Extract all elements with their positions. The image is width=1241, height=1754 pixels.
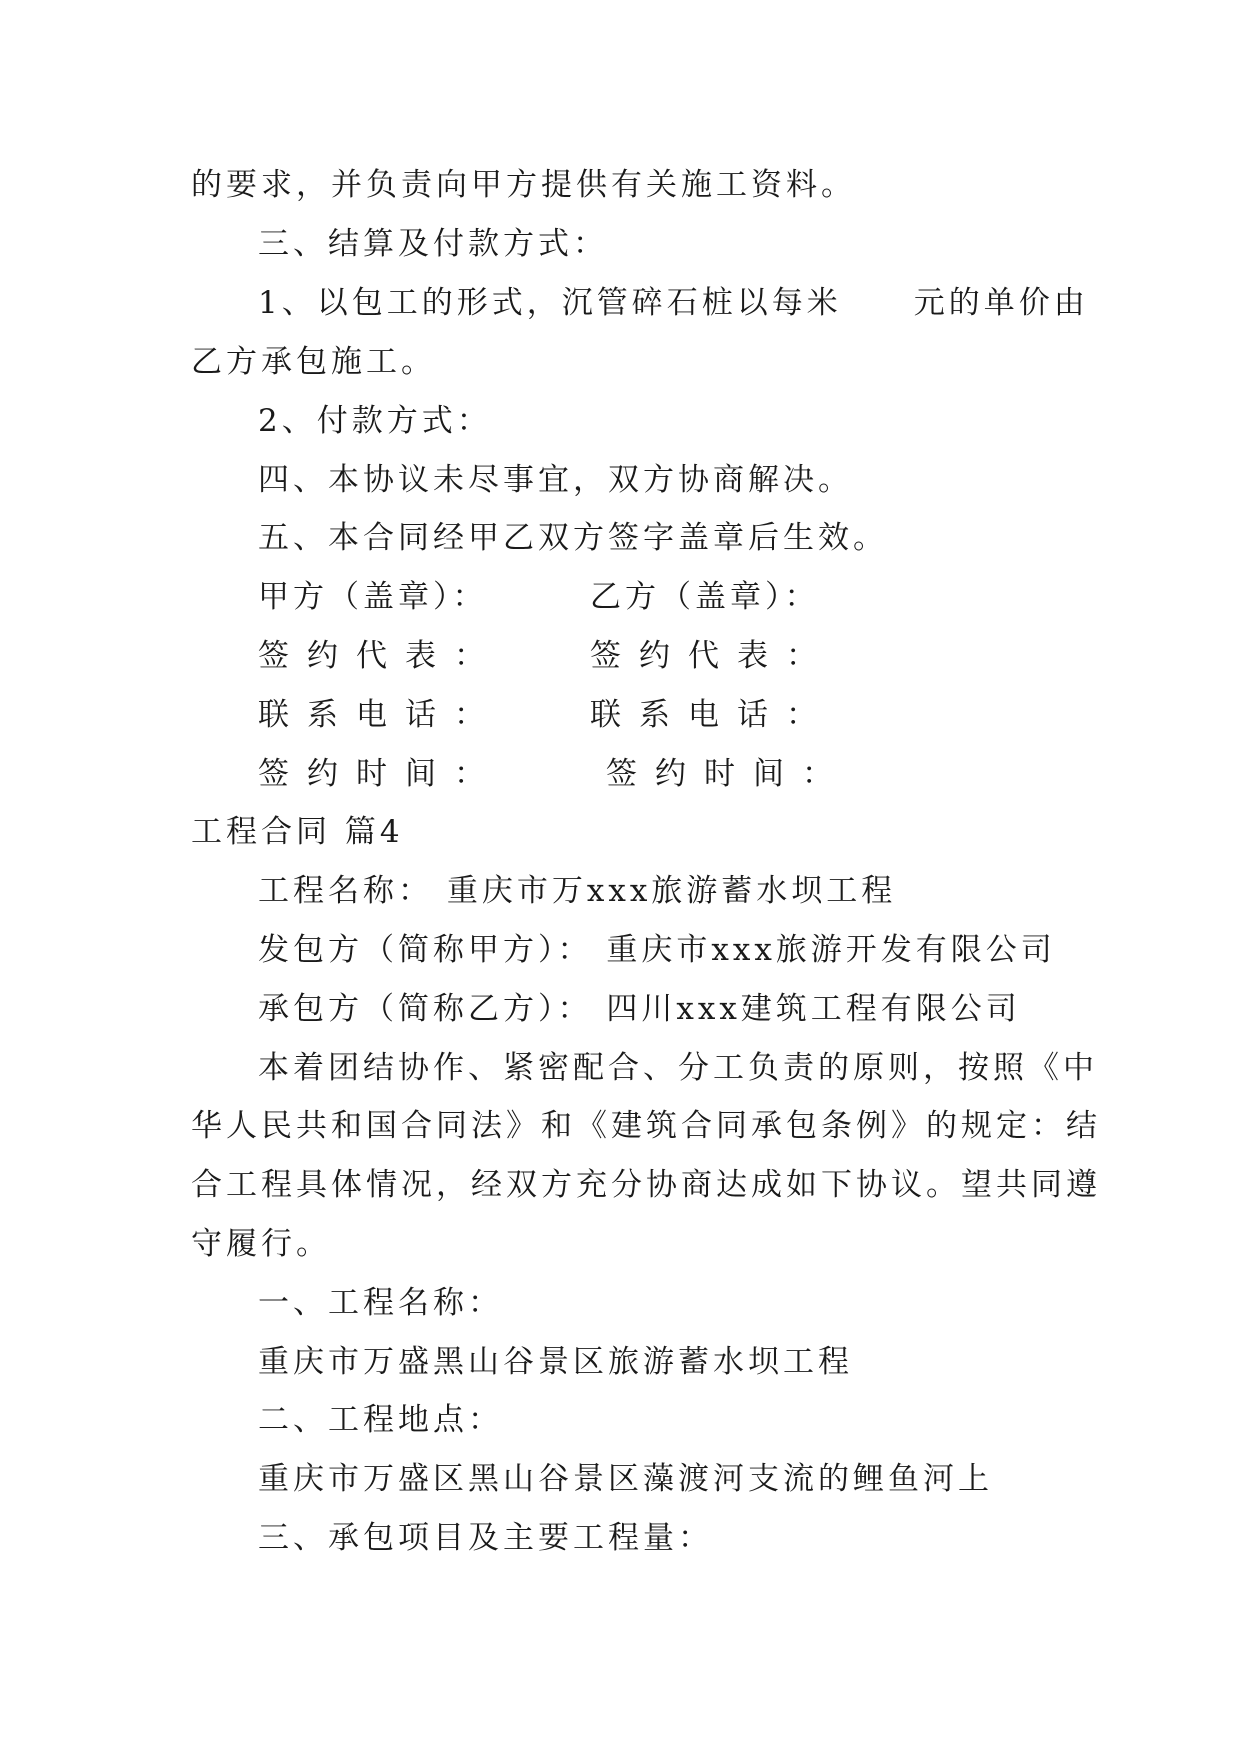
- party-a-phone-label: 联系电话：: [258, 697, 503, 733]
- section-heading-settlement: 三、结算及付款方式：: [258, 226, 608, 262]
- text-line: [258, 283, 1089, 323]
- employer-line: 发包方（简称甲方）： 重庆市xxx旅游开发有限公司: [258, 932, 1056, 968]
- section-heading-project-name: 一、工程名称：: [258, 1285, 503, 1321]
- contractor-line: 承包方（简称乙方）： 四川xxx建筑工程有限公司: [258, 991, 1021, 1027]
- party-a-representative-label: 签约代表：: [258, 638, 503, 674]
- party-b-time-label: 签约时间：: [606, 756, 851, 792]
- text-line: 重庆市万盛区黑山谷景区藻渡河支流的鲤鱼河上: [258, 1461, 993, 1497]
- party-b-phone-label: 联系电话：: [590, 697, 835, 733]
- paragraph-line: 本着团结协作、紧密配合、分工负责的原则，按照《中: [258, 1050, 1098, 1086]
- project-name-line: 工程名称： 重庆市万xxx旅游蓄水坝工程: [258, 873, 897, 909]
- party-a-seal-label: 甲方（盖章）：: [258, 579, 488, 615]
- party-b-seal-label: 乙方（盖章）：: [590, 579, 820, 615]
- paragraph-line: 守履行。: [191, 1226, 331, 1262]
- text-line: 重庆市万盛黑山谷景区旅游蓄水坝工程: [258, 1344, 853, 1380]
- text-line: 五、本合同经甲乙双方签字盖章后生效。: [258, 520, 888, 556]
- party-a-time-label: 签约时间：: [258, 756, 503, 792]
- text-segment: 1、以包工的形式，沉管碎石桩以每米: [258, 285, 842, 321]
- section-heading-location: 二、工程地点：: [258, 1402, 503, 1438]
- text-line: 四、本协议未尽事宜，双方协商解决。: [258, 462, 853, 498]
- text-line: 乙方承包施工。: [191, 344, 436, 380]
- section-heading-scope: 三、承包项目及主要工程量：: [258, 1520, 713, 1556]
- text-segment: 元的单价由: [913, 285, 1089, 321]
- text-line: 的要求，并负责向甲方提供有关施工资料。: [191, 167, 856, 203]
- text-line: 2、付款方式：: [258, 403, 492, 439]
- contract-heading: 工程合同 篇4: [191, 814, 404, 850]
- paragraph-line: 合工程具体情况，经双方充分协商达成如下协议。望共同遵: [191, 1167, 1101, 1203]
- paragraph-line: 华人民共和国合同法》和《建筑合同承包条例》的规定：结: [191, 1108, 1101, 1144]
- party-b-representative-label: 签约代表：: [590, 638, 835, 674]
